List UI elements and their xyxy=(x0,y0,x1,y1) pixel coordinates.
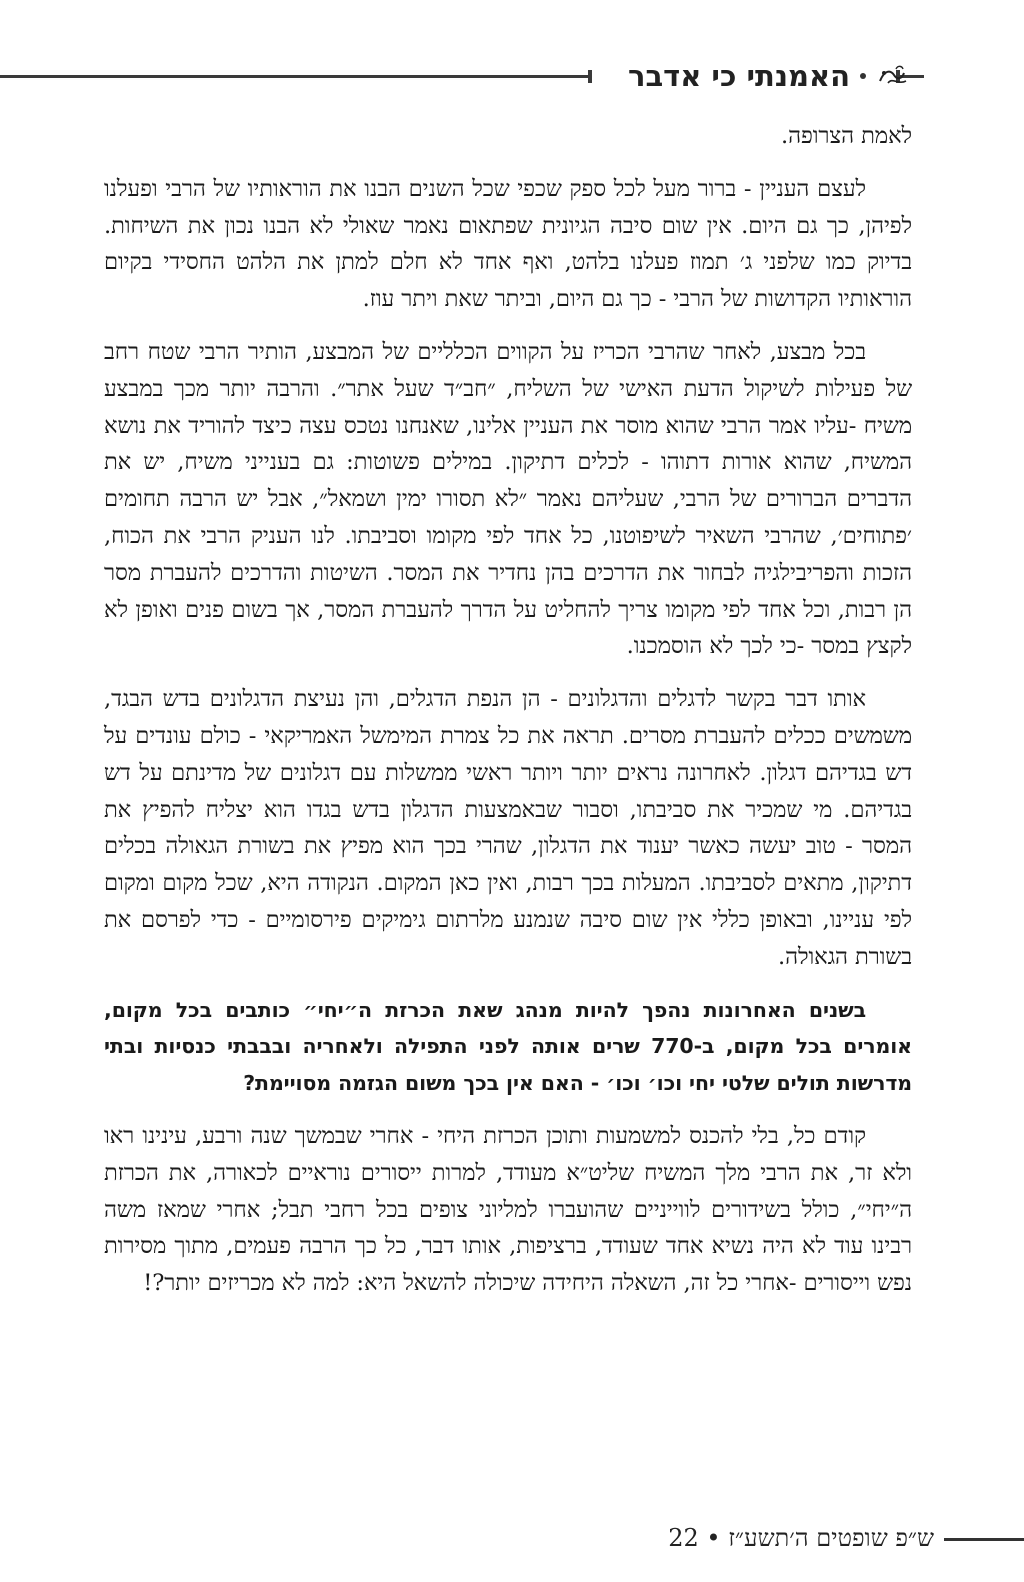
paragraph-4: אותו דבר בקשר לדגלים והדגלונים - הן הנפת הדגלים, והן נעיצת הדגלונים בדש הבגד, משמשים ככלים להעברת מסרים. תראה את כל צמרת המימשל האמריקאי - כולם עונדים על דש בגדיהם דגלון. לאחרונה נראים יותר ויותר ראשי ממשלות עם דגלונים של מדינתם על דש בגדיהם. מי שמכיר את סביבתו, וסבור שבאמצעות הדגלון בדש בגדו הוא יצליח להפיץ את המסר - טוב יעשה כאשר יענוד את הדגלון, שהרי בכך הוא מפיץ את בשורת הגאולה בכלים דתיקון, מתאים לסביבתו. המעלות בכך רבות, ואין כאן המקום. הנקודה היא, שכל מקום ומקום לפי עניינו, ובאופן כללי אין שום סיבה שנמנע מלרתום גימיקים פירסומיים - כדי לפרסם את בשורת הגאולה. xyxy=(104,686,912,970)
footer-rule xyxy=(944,1538,1024,1541)
paragraph-1: לאמת הצרופה. xyxy=(780,123,912,149)
footer-text: ש״פ שופטים ה׳תשע״ז • 22 xyxy=(668,1524,934,1552)
question-paragraph: בשנים האחרונות נהפך להיות מנהג שאת הכרזת ה״יחי״ כותבים בכל מקום, אומרים בכל מקום, ב-770 שרים אותה לפני התפילה ולאחריה ובבבתי כנסיות ובתי מדרשות תולים שלטי יחי וכו׳ וכו׳ - האם אין בכך משום הגזמה מסויימת? xyxy=(104,997,912,1096)
article-body xyxy=(104,118,912,1318)
header-title: האמנתי כי אדבר xyxy=(628,59,850,93)
footer-issue: ש״פ שופטים ה׳תשע״ז xyxy=(728,1524,934,1552)
page-number: 22 xyxy=(668,1524,699,1552)
header-title-group xyxy=(600,56,910,96)
paragraph-2: לעצם העניין - ברור מעל לכל ספק שכפי שכל השנים הבנו את הוראותיו של הרבי ופעלנו לפיהן, כך גם היום. אין שום סיבה הגיונית שפתאום נאמר שאולי לא הבנו נכון את השיחות. בדיוק כמו שלפני ג׳ תמוז פעלנו בלהט, ואף אחד לא חלם למתן את הלהט החסידי בקיום הוראותיו הקדושות של הרבי - כך גם היום, וביתר שאת ויתר עוז. xyxy=(104,175,912,313)
paragraph-3: בכל מבצע, לאחר שהרבי הכריז על הקווים הכלליים של המבצע, הותיר הרבי שטח רחב של פעילות לשיקול הדעת האישי של השליח, ״חב״ד שעל אתר״. והרבה יותר מכך במבצע משיח -עליו אמר הרבי שהוא מוסר את העניין אלינו, שאנחנו נטכס עצה כיצד להוריד את נושא המשיח, שהוא אורות דתוהו - לכלים דתיקון. במילים פשוטות: גם בענייני משיח, יש את הדברים הברורים של הרבי, שעליהם נאמר ״לא תסורו ימין ושמאל״, אבל יש הרבה תחומים ׳פתוחים׳, שהרבי השאיר לשיפוטנו, כל אחד לפי מקומו וסביבתו. לנו העניק הרבי את הכוח, הזכות והפריבילגיה לבחור את הדרכים בהן נחדיר את המסר. השיטות והדרכים להעברת מסר הן רבות, וכל אחד לפי מקומו צריך להחליט על הדרך להעברת המסר, אך בשום פנים ואופן לא לקצץ במסר -כי לכך לא הוסמכנו. xyxy=(104,338,912,660)
paragraph-6: קודם כל, בלי להכנס למשמעות ותוכן הכרזת היחי - אחרי שבמשך שנה ורבע, עינינו ראו ולא זר, את הרבי מלך המשיח שליט״א מעודד, למרות ייסורים נוראיים לכאורה, את הכרזת ה״יחי״, כולל בשידורים לווייניים שהועברו למליוני צופים בכל רחבי תבל; אחרי שמאז משה רבינו עוד לא היה נשיא אחד שעודד, ברציפות, אותו דבר, כל כך הרבה פעמים, מתוך מסירות נפש וייסורים -אחרי כל זה, השאלה היחידה שיכולה להשאל היא: למה לא מכריזים יותר?! xyxy=(104,1122,912,1297)
header-bullet xyxy=(860,73,866,79)
header-rule-left xyxy=(0,75,588,78)
header-rule-cap xyxy=(588,70,592,83)
flourish-icon xyxy=(876,63,910,89)
page-footer xyxy=(640,1524,1024,1554)
running-header xyxy=(0,56,1024,96)
